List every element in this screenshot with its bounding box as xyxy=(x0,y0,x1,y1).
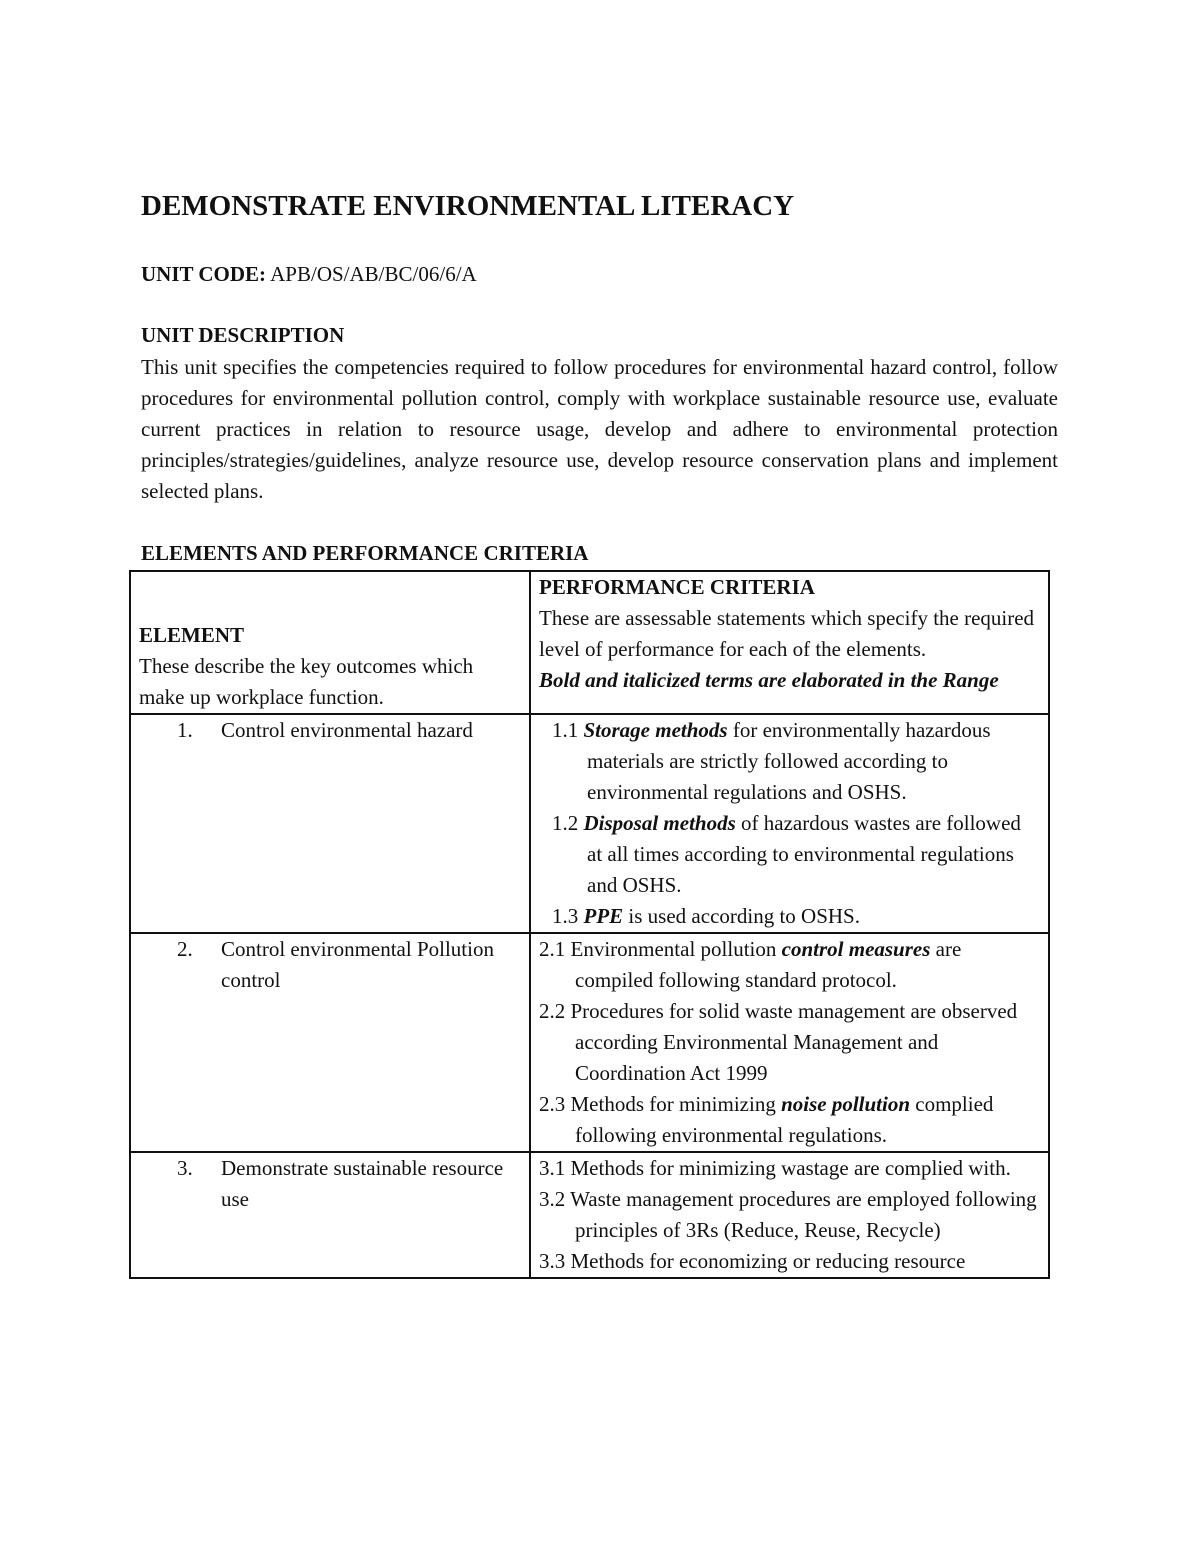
header-criteria-note: Bold and italicized terms are elaborated in the Range xyxy=(539,668,999,692)
criterion-number: 3.1 xyxy=(539,1156,566,1180)
criterion xyxy=(539,808,1040,901)
criterion xyxy=(539,1246,1040,1277)
table-header-row xyxy=(130,571,1049,714)
criterion-number: 1.2 xyxy=(552,811,579,835)
criterion xyxy=(539,715,1040,808)
unit-code-value: APB/OS/AB/BC/06/6/A xyxy=(270,262,477,286)
unit-code-label: UNIT CODE: xyxy=(141,262,267,286)
criterion-text: Waste management procedures are employed following principles of 3Rs (Reduce, Reuse, Recycle) xyxy=(570,1187,1037,1242)
criterion-text: is used according to OSHS. xyxy=(623,904,860,928)
criteria-cell xyxy=(530,1152,1049,1278)
criterion-number: 1.1 xyxy=(552,718,579,742)
criteria-cell xyxy=(530,714,1049,933)
criterion-number: 1.3 xyxy=(552,904,579,928)
table-row xyxy=(130,714,1049,933)
header-criteria-title: PERFORMANCE CRITERIA xyxy=(539,575,815,599)
element-cell xyxy=(130,714,530,933)
criterion-text: Methods for minimizing xyxy=(570,1092,782,1116)
elements-heading: ELEMENTS AND PERFORMANCE CRITERIA xyxy=(141,541,589,565)
element-text: Control environmental hazard xyxy=(221,718,473,742)
criterion-text: complied following environmental regulations. xyxy=(575,1092,994,1147)
element-number: 2. xyxy=(177,937,193,961)
criterion-text: Methods for minimizing wastage are complied with. xyxy=(570,1156,1011,1180)
criterion-number: 3.2 xyxy=(539,1187,566,1211)
document-title: DEMONSTRATE ENVIRONMENTAL LITERACY xyxy=(141,190,795,222)
criterion-text: Environmental pollution xyxy=(570,937,782,961)
header-element-cell xyxy=(130,571,530,714)
unit-description-body: This unit specifies the competencies required to follow procedures for environmental hazard control, follow procedures for environmental pollution control, comply with workplace sustainable resource use, evaluate current practices in relation to resource usage, develop and adhere to environmental protection principles/strategies/guidelines, analyze resource use, develop resource conservation plans and implement selected plans. xyxy=(141,355,1058,503)
criteria-cell xyxy=(530,933,1049,1152)
criterion-text: Procedures for solid waste management are observed according Environmental Management and Coordination Act 1999 xyxy=(570,999,1018,1085)
table-row xyxy=(130,933,1049,1152)
criterion xyxy=(539,901,1040,932)
criterion xyxy=(539,1153,1040,1184)
criterion-text: of hazardous wastes are followed at all times according to environmental regulations and OSHS. xyxy=(587,811,1021,897)
criterion xyxy=(539,1089,1040,1151)
criterion-term: Storage methods xyxy=(583,718,728,742)
criterion-text: are compiled following standard protocol. xyxy=(575,937,962,992)
criterion-text: for environmentally hazardous materials are strictly followed according to environmental regulations and OSHS. xyxy=(587,718,991,804)
criterion-text: Methods for economizing or reducing resource xyxy=(570,1249,966,1273)
unit-description-heading: UNIT DESCRIPTION xyxy=(141,323,345,347)
header-criteria-text: These are assessable statements which specify the required level of performance for each of the elements. xyxy=(539,606,1035,661)
element-number: 1. xyxy=(177,718,193,742)
elements-criteria-table xyxy=(129,570,1050,1279)
criterion-number: 2.1 xyxy=(539,937,566,961)
element-number: 3. xyxy=(177,1156,193,1180)
criterion xyxy=(539,996,1040,1089)
element-cell xyxy=(130,933,530,1152)
criterion-term: control measures xyxy=(781,937,931,961)
criterion-number: 2.3 xyxy=(539,1092,566,1116)
header-element-title: ELEMENT xyxy=(139,623,245,647)
criterion-term: PPE xyxy=(583,904,624,928)
table-row xyxy=(130,1152,1049,1278)
criterion-number: 2.2 xyxy=(539,999,566,1023)
criterion-term: Disposal methods xyxy=(583,811,736,835)
criterion xyxy=(539,1184,1040,1246)
header-element-text: These describe the key outcomes which make up workplace function. xyxy=(139,654,474,709)
criterion xyxy=(539,934,1040,996)
element-text: Control environmental Pollution control xyxy=(221,937,494,992)
header-criteria-cell xyxy=(530,571,1049,714)
criterion-number: 3.3 xyxy=(539,1249,566,1273)
criterion-term: noise pollution xyxy=(781,1092,911,1116)
element-cell xyxy=(130,1152,530,1278)
unit-code xyxy=(141,262,477,287)
element-text: Demonstrate sustainable resource use xyxy=(221,1156,504,1211)
